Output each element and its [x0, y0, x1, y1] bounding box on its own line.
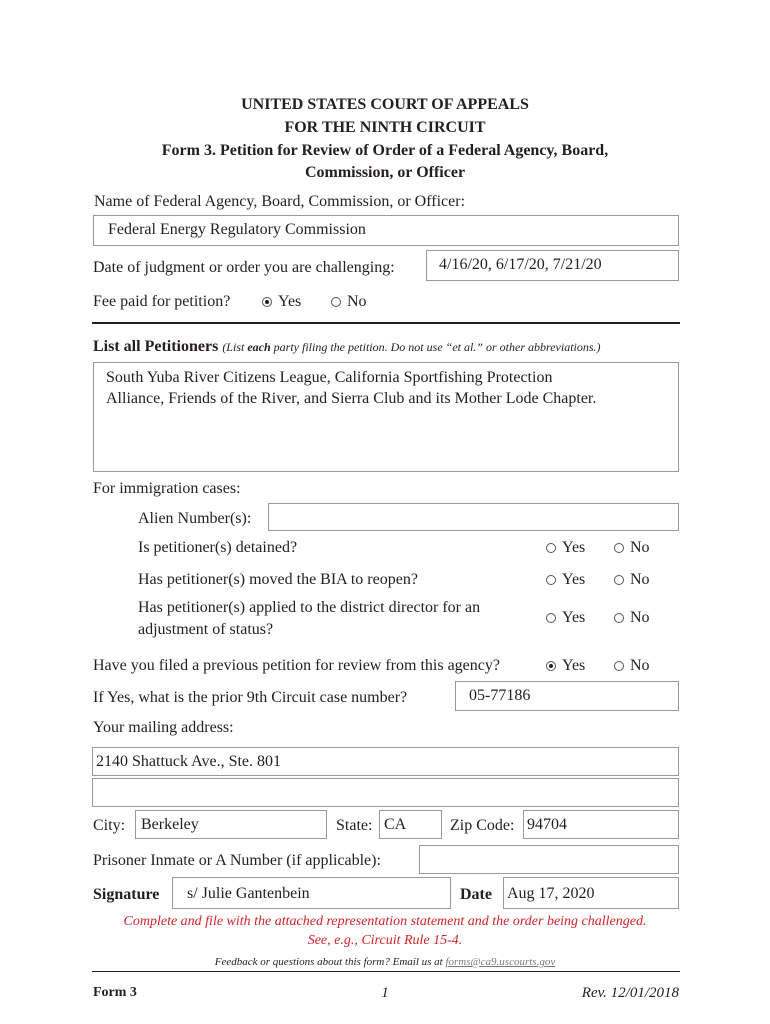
- radio-selected-icon: [262, 297, 272, 307]
- court-title: UNITED STATES COURT OF APPEALS: [241, 96, 529, 113]
- detained-yes-radio[interactable]: [546, 538, 585, 558]
- mailing-address-label: Your mailing address:: [93, 719, 234, 736]
- petitioners-note-each: each: [247, 340, 271, 354]
- radio-empty-icon: [331, 297, 341, 307]
- bia-no-label: No: [630, 571, 650, 588]
- footer-page-number: 1: [381, 985, 389, 1001]
- zip-input[interactable]: 94704: [523, 810, 679, 839]
- petitioners-note-post: party filing the petition. Do not use “et al.” or other abbreviations.): [270, 340, 601, 354]
- petitioners-line-2: Alliance, Friends of the River, and Sierra Club and its Mother Lode Chapter.: [106, 390, 597, 407]
- feedback-text: Feedback or questions about this form? Email us at: [214, 956, 446, 968]
- radio-empty-icon: [614, 543, 624, 553]
- feedback-email-link[interactable]: forms@ca9.uscourts.gov: [445, 956, 556, 968]
- radio-empty-icon: [546, 575, 556, 585]
- radio-selected-icon: [546, 661, 556, 671]
- form-title-cont: Commission, or Officer: [304, 164, 466, 181]
- alien-number-label: Alien Number(s):: [138, 510, 252, 527]
- adjustment-yes-radio[interactable]: [546, 608, 585, 628]
- petitioners-textarea[interactable]: [93, 362, 679, 472]
- immigration-label: For immigration cases:: [93, 480, 241, 497]
- previous-no-label: No: [630, 657, 650, 674]
- footer-divider: [92, 971, 680, 972]
- fee-label: Fee paid for petition?: [93, 293, 231, 310]
- city-label: City:: [93, 817, 126, 834]
- previous-yes-label: Yes: [562, 657, 586, 674]
- signature-label: Signature: [93, 886, 160, 903]
- agency-input[interactable]: Federal Energy Regulatory Commission: [93, 215, 679, 246]
- adjustment-no-radio[interactable]: [614, 608, 650, 628]
- zip-label: Zip Code:: [450, 817, 515, 834]
- petitioners-heading-text: List all Petitioners: [93, 338, 219, 355]
- date-input[interactable]: Aug 17, 2020: [503, 877, 679, 909]
- fee-yes-radio[interactable]: [262, 292, 301, 312]
- bia-no-radio[interactable]: [614, 570, 650, 590]
- previous-petition-question: Have you filed a previous petition for review from this agency?: [93, 657, 500, 674]
- address-line-2-input[interactable]: [92, 778, 679, 807]
- footer-revision: Rev. 12/01/2018: [581, 985, 679, 1001]
- date-label: Date: [460, 886, 492, 903]
- judgment-date-input[interactable]: 4/16/20, 6/17/20, 7/21/20: [426, 250, 679, 281]
- petitioners-note-pre: (List: [222, 340, 248, 354]
- city-input[interactable]: Berkeley: [135, 810, 327, 839]
- section-divider: [92, 322, 680, 324]
- footer-form-name: Form 3: [93, 985, 137, 1000]
- detained-no-label: No: [630, 539, 650, 556]
- prior-case-label: If Yes, what is the prior 9th Circuit case number?: [93, 689, 408, 706]
- adjustment-no-label: No: [630, 609, 650, 626]
- form-title: Form 3. Petition for Review of Order of a Federal Agency, Board,: [161, 142, 609, 159]
- signature-input[interactable]: s/ Julie Gantenbein: [172, 877, 451, 909]
- prisoner-number-label: Prisoner Inmate or A Number (if applicable):: [93, 852, 381, 869]
- radio-empty-icon: [546, 543, 556, 553]
- bia-yes-radio[interactable]: [546, 570, 585, 590]
- adjustment-question-cont: adjustment of status?: [138, 621, 274, 638]
- adjustment-question: Has petitioner(s) applied to the district director for an: [138, 599, 481, 616]
- radio-empty-icon: [614, 661, 624, 671]
- circuit-title: FOR THE NINTH CIRCUIT: [284, 119, 486, 136]
- fee-no-label: No: [347, 293, 367, 310]
- previous-yes-radio[interactable]: [546, 656, 585, 676]
- fee-no-radio[interactable]: [331, 292, 367, 312]
- state-label: State:: [336, 817, 373, 834]
- previous-no-radio[interactable]: [614, 656, 650, 676]
- alien-number-input[interactable]: [268, 503, 679, 531]
- radio-empty-icon: [546, 613, 556, 623]
- fee-yes-label: Yes: [278, 293, 302, 310]
- petitioners-line-1: South Yuba River Citizens League, California Sportfishing Protection: [106, 369, 553, 386]
- address-line-1-input[interactable]: 2140 Shattuck Ave., Ste. 801: [92, 747, 679, 776]
- radio-empty-icon: [614, 575, 624, 585]
- petitioners-heading: [93, 337, 601, 357]
- agency-label: Name of Federal Agency, Board, Commission, or Officer:: [94, 193, 466, 210]
- feedback-line: [0, 955, 770, 969]
- instructions-line-1: Complete and file with the attached representation statement and the order being challenged.: [123, 914, 647, 929]
- judgment-date-label: Date of judgment or order you are challenging:: [93, 259, 395, 276]
- instructions-line-2: See, e.g., Circuit Rule 15-4.: [307, 933, 463, 948]
- prior-case-input[interactable]: 05-77186: [455, 681, 679, 711]
- bia-question: Has petitioner(s) moved the BIA to reopen?: [138, 571, 418, 588]
- adjustment-yes-label: Yes: [562, 609, 586, 626]
- detained-question: Is petitioner(s) detained?: [138, 539, 298, 556]
- state-input[interactable]: CA: [379, 810, 442, 839]
- prisoner-number-input[interactable]: [419, 845, 679, 874]
- detained-no-radio[interactable]: [614, 538, 650, 558]
- detained-yes-label: Yes: [562, 539, 586, 556]
- radio-empty-icon: [614, 613, 624, 623]
- bia-yes-label: Yes: [562, 571, 586, 588]
